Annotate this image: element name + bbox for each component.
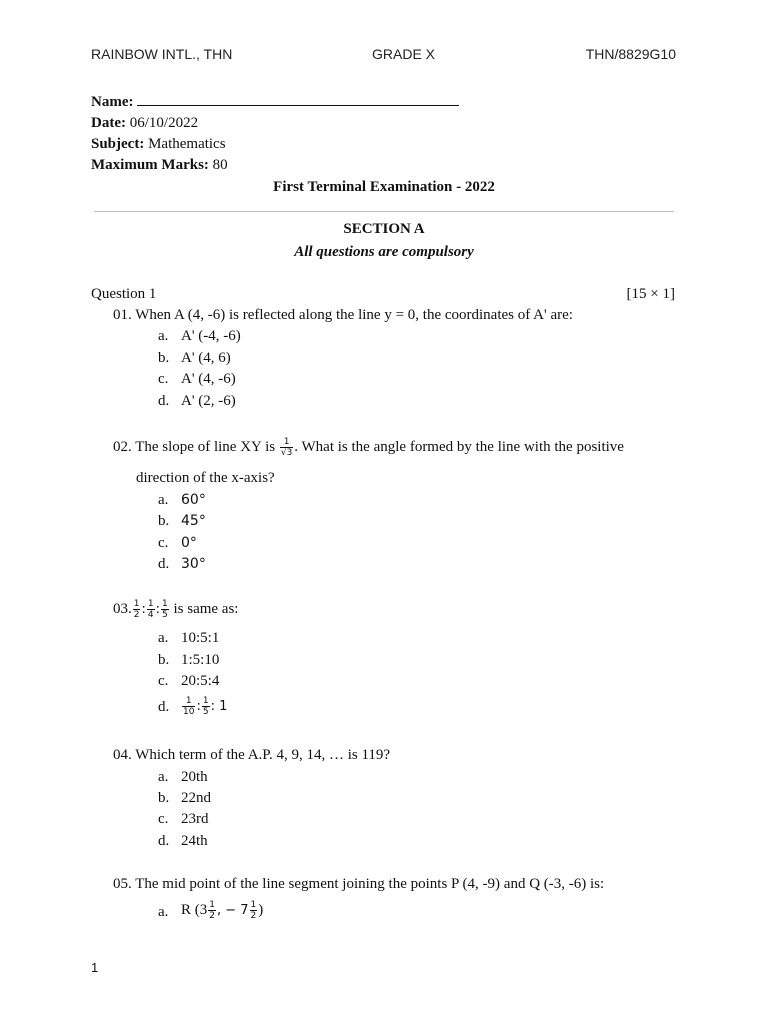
option-letter: d. bbox=[158, 393, 170, 409]
question-number: 01. bbox=[113, 307, 132, 323]
question-number: 05. bbox=[113, 876, 132, 892]
option-letter: a. bbox=[158, 492, 169, 508]
fraction-denominator: 10 bbox=[183, 707, 195, 717]
question-group-label: Question 1 bbox=[91, 286, 157, 302]
fraction bbox=[202, 696, 210, 717]
marks-label: Maximum Marks: bbox=[91, 157, 209, 173]
date-value: 06/10/2022 bbox=[129, 115, 199, 131]
option-text: 23rd bbox=[181, 811, 209, 827]
option-letter: d. bbox=[158, 833, 170, 849]
option-text: 20:5:4 bbox=[181, 673, 220, 689]
option-text: 60° bbox=[181, 492, 206, 508]
question-number: 03. bbox=[113, 600, 132, 617]
option-text: 45° bbox=[181, 513, 206, 529]
fraction-numerator: 1 bbox=[250, 900, 257, 910]
option-text: A' (4, 6) bbox=[181, 350, 231, 366]
option-text: A' (4, -6) bbox=[181, 371, 236, 387]
header-grade: GRADE X bbox=[372, 46, 436, 62]
fraction-denominator: 2 bbox=[133, 610, 140, 620]
option-letter: b. bbox=[158, 790, 170, 806]
fraction bbox=[161, 599, 169, 620]
option-suffix: ) bbox=[258, 901, 264, 918]
option-letter: b. bbox=[158, 350, 170, 366]
fraction bbox=[147, 599, 155, 620]
fraction-denominator: 2 bbox=[209, 911, 215, 921]
fraction-numerator: 1 bbox=[280, 437, 293, 448]
option-text: 22nd bbox=[181, 790, 211, 806]
question-02-line2: direction of the x-axis? bbox=[136, 470, 275, 486]
header-school: RAINBOW INTL., THN bbox=[91, 46, 233, 62]
option-letter: a. bbox=[158, 630, 169, 646]
question-03 bbox=[113, 599, 238, 620]
fraction-denominator: 2 bbox=[250, 911, 257, 921]
fraction-denominator: 5 bbox=[202, 707, 209, 717]
fraction-numerator: 1 bbox=[209, 900, 215, 910]
option-letter: c. bbox=[158, 673, 169, 689]
question-text: Which term of the A.P. 4, 9, 14, … is 119? bbox=[135, 747, 391, 763]
fraction-numerator: 1 bbox=[133, 599, 140, 609]
option-letter: c. bbox=[158, 811, 169, 827]
question-text: is same as: bbox=[173, 600, 239, 617]
header-code: THN/8829G10 bbox=[585, 46, 676, 62]
question-group-marks: [15 × 1] bbox=[626, 286, 675, 302]
question-05 bbox=[113, 876, 604, 893]
fraction bbox=[133, 599, 141, 620]
option-text: 1:5:10 bbox=[181, 652, 220, 668]
fraction bbox=[280, 437, 293, 458]
question-number: 02. bbox=[113, 438, 132, 455]
question-text: The mid point of the line segment joining the points P (4, -9) and Q (-3, -6) is: bbox=[135, 876, 605, 892]
option-text: 20th bbox=[181, 769, 208, 785]
option-text bbox=[181, 900, 263, 921]
page-number: 1 bbox=[91, 960, 99, 975]
fraction-denominator: √3 bbox=[280, 448, 293, 458]
fraction-numerator: 1 bbox=[182, 696, 195, 707]
exam-title: First Terminal Examination - 2022 bbox=[273, 179, 495, 195]
option-mid: , − 7 bbox=[216, 902, 249, 918]
option-letter: c. bbox=[158, 535, 169, 551]
fraction bbox=[208, 900, 216, 921]
fraction bbox=[182, 696, 195, 717]
subject-row bbox=[91, 136, 226, 153]
date-row bbox=[91, 115, 198, 132]
option-letter: d. bbox=[158, 556, 170, 572]
fraction-numerator: 1 bbox=[162, 599, 168, 609]
option-letter: b. bbox=[158, 652, 170, 668]
option-prefix: R (3 bbox=[181, 901, 208, 918]
fraction-denominator: 4 bbox=[147, 610, 154, 620]
option-text: 30° bbox=[181, 556, 206, 572]
option-text: 24th bbox=[181, 833, 208, 849]
subject-label: Subject: bbox=[91, 136, 145, 152]
name-blank-line bbox=[137, 93, 459, 106]
fraction-numerator: 1 bbox=[147, 599, 154, 609]
option-letter: c. bbox=[158, 371, 169, 387]
option-letter: d. bbox=[158, 699, 170, 715]
option-text bbox=[181, 696, 227, 717]
option-text: A' (2, -6) bbox=[181, 393, 236, 409]
option-text: 0° bbox=[181, 535, 197, 551]
subject-value: Mathematics bbox=[148, 136, 226, 152]
name-label: Name: bbox=[91, 94, 134, 110]
option-text: A' (-4, -6) bbox=[181, 328, 241, 344]
divider bbox=[94, 211, 674, 212]
fraction-numerator: 1 bbox=[202, 696, 209, 706]
section-title: SECTION A bbox=[343, 221, 425, 237]
fraction-denominator: 5 bbox=[162, 610, 168, 620]
ratio-separator: : bbox=[141, 601, 146, 617]
question-text: The slope of line XY is bbox=[135, 438, 276, 455]
option-letter: a. bbox=[158, 904, 169, 920]
option-tail: : 1 bbox=[210, 698, 228, 714]
question-number: 04. bbox=[113, 747, 132, 763]
question-04 bbox=[113, 747, 390, 764]
question-01 bbox=[113, 307, 573, 324]
name-row bbox=[91, 93, 459, 111]
option-letter: a. bbox=[158, 769, 169, 785]
ratio-separator: : bbox=[196, 698, 201, 714]
question-text-cont: . What is the angle formed by the line with the positive bbox=[294, 438, 624, 455]
date-label: Date: bbox=[91, 115, 126, 131]
option-letter: b. bbox=[158, 513, 170, 529]
fraction bbox=[250, 900, 258, 921]
option-letter: a. bbox=[158, 328, 169, 344]
marks-row bbox=[91, 157, 228, 174]
question-02 bbox=[113, 437, 624, 458]
ratio-separator: : bbox=[155, 601, 160, 617]
option-text: 10:5:1 bbox=[181, 630, 220, 646]
question-text: When A (4, -6) is reflected along the line y = 0, the coordinates of A' are: bbox=[135, 307, 573, 323]
section-subtitle: All questions are compulsory bbox=[294, 244, 474, 260]
marks-value: 80 bbox=[212, 157, 228, 173]
